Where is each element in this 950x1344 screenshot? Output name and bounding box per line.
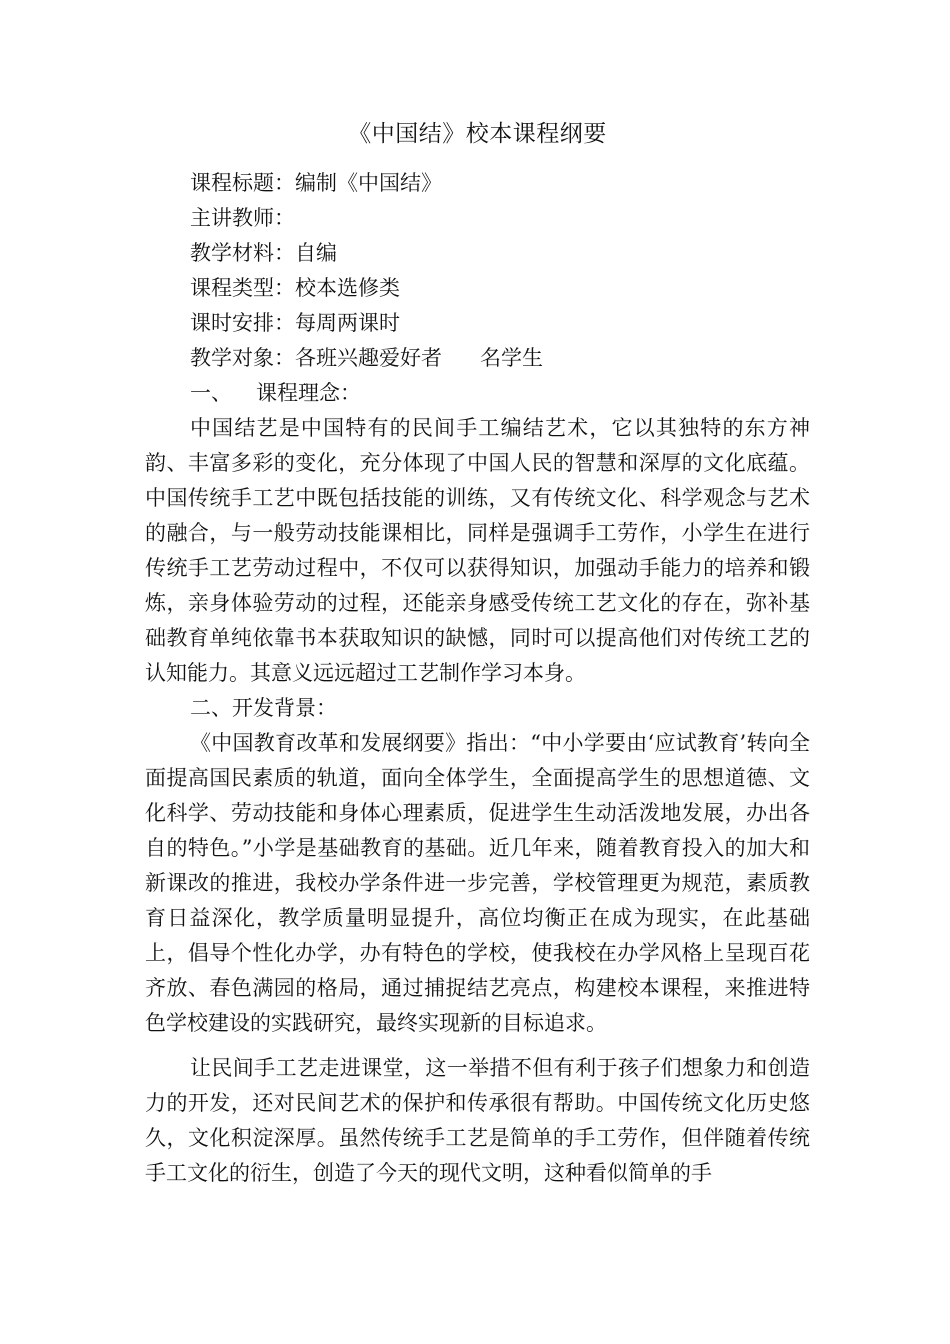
meta-course-title — [145, 166, 810, 201]
meta-label: 课程标题： — [190, 171, 295, 195]
section-title: 课程理念： — [256, 381, 361, 405]
meta-value: 各班兴趣爱好者 — [295, 346, 442, 370]
document-title: 《中国结》校本课程纲要 — [348, 121, 607, 147]
paragraph-background-1: 《中国教育改革和发展纲要》指出：“中小学要由‘应试教育’转向全面提高国民素质的轨道，面向全体学生，全面提高学生的思想道德、文化科学、劳动技能和身体心理素质，促进学生生动活泼地发展，办出各自的特色。”小学是基础教育的基础。近几年来，随着教育投入的加大和新课改的推进，我校办学条件进一步完善，学校管理更为规范，素质教育日益深化，教学质量明显提升，高位均衡正在成为现实，在此基础上，倡导个性化办学，办有特色的学校，使我校在办学风格上呈现百花齐放、春色满园的格局，通过捕捉结艺亮点，构建校本课程，来推进特色学校建设的实践研究，最终实现新的目标追求。 — [145, 731, 810, 1035]
meta-value: 编制《中国结》 — [295, 171, 442, 195]
paragraph-background-2: 让民间手工艺走进课堂，这一举措不但有利于孩子们想象力和创造力的开发，还对民间艺术的保护和传承很有帮助。中国传统文化历史悠久，文化积淀深厚。虽然传统手工艺是简单的手工劳作，但伴随着传统手工文化的衍生，创造了今天的现代文明，这种看似简单的手 — [145, 1056, 810, 1185]
meta-course-type — [145, 271, 810, 306]
paragraph-philosophy: 中国结艺是中国特有的民间手工编结艺术，它以其独特的东方神韵、丰富多彩的变化，充分体现了中国人民的智慧和深厚的文化底蕴。中国传统手工艺中既包括技能的训练，又有传统文化、科学观念与艺术的融合，与一般劳动技能课相比，同样是强调手工劳作，小学生在进行传统手工艺劳动过程中，不仅可以获得知识，加强动手能力的培养和锻炼，亲身体验劳动的过程，还能亲身感受传统工艺文化的存在，弥补基础教育单纯依靠书本获取知识的缺憾，同时可以提高他们对传统工艺的认知能力。其意义远远超过工艺制作学习本身。 — [145, 416, 810, 685]
meta-label: 教学对象： — [190, 346, 295, 370]
document-content — [145, 116, 810, 1191]
meta-label: 教学材料： — [190, 241, 295, 265]
meta-label: 课程类型： — [190, 276, 295, 300]
meta-value: 校本选修类 — [295, 276, 400, 300]
section-heading-background: 二、开发背景： — [190, 696, 337, 720]
meta-value: 每周两课时 — [295, 311, 400, 335]
section-heading-philosophy — [145, 376, 810, 411]
section-number: 一、 — [190, 381, 232, 405]
meta-schedule — [145, 306, 810, 341]
meta-audience — [145, 341, 810, 376]
meta-materials — [145, 236, 810, 271]
meta-value: 自编 — [295, 241, 337, 265]
meta-value-suffix: 名学生 — [480, 346, 543, 370]
meta-teacher — [145, 201, 810, 236]
meta-label: 课时安排： — [190, 311, 295, 335]
meta-label: 主讲教师： — [190, 206, 295, 230]
